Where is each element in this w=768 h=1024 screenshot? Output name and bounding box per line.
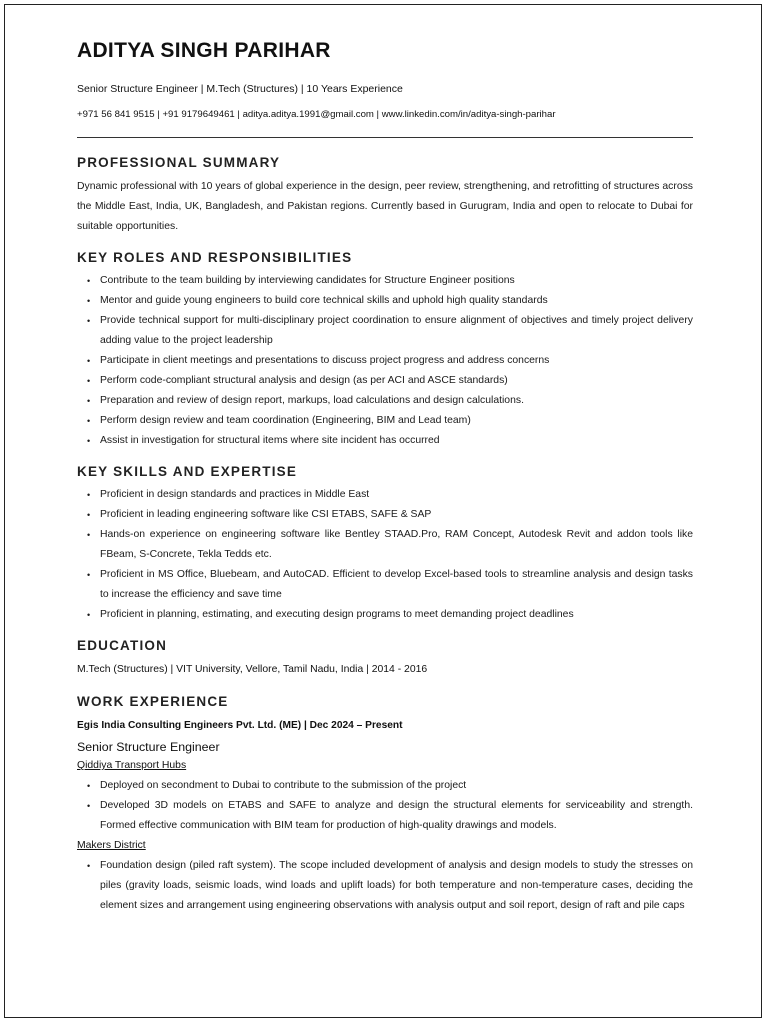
project-name: Qiddiya Transport Hubs: [77, 760, 187, 771]
list-item: • Proficient in leading engineering software like CSI ETABS, SAFE & SAP: [77, 505, 693, 525]
list-item: • Mentor and guide young engineers to build core technical skills and uphold high quality standards: [77, 291, 693, 311]
education-heading: EDUCATION: [77, 638, 168, 653]
list-item: • Preparation and review of design report, markups, load calculations and design calculations.: [77, 391, 693, 411]
summary-heading: PROFESSIONAL SUMMARY: [77, 155, 281, 170]
list-item: • Proficient in design standards and practices in Middle East: [77, 485, 693, 505]
list-item: • Foundation design (piled raft system). The scope included development of analysis and design models to study the stresses on piles (gravity loads, seismic loads, wind loads and uplift loads) for both temperature and non-temperature cases, deciding the element sizes and arrangement using engineering observations with analysis output and soil report, design of raft and pile caps: [77, 856, 693, 916]
summary-text: Dynamic professional with 10 years of global experience in the design, peer review, strengthening, and retrofitting of structures across the Middle East, India, UK, Bangladesh, and Pakistan regions. Currently based in Gurugram, India and open to relocate to Dubai for suitable opportunities.: [77, 181, 693, 232]
list-item: • Hands-on experience on engineering software like Bentley STAAD.Pro, RAM Concept, Autodesk Revit and addon tools like FBeam, S-Concrete, Tekla Tedds etc.: [77, 525, 693, 565]
work-heading: WORK EXPERIENCE: [77, 694, 229, 709]
list-item: • Assist in investigation for structural items where site incident has occurred: [77, 431, 693, 451]
list-item: • Contribute to the team building by interviewing candidates for Structure Engineer positions: [77, 271, 693, 291]
candidate-name: ADITYA SINGH PARIHAR: [77, 39, 331, 62]
contact-line: +971 56 841 9515 | +91 9179649461 | aditya.aditya.1991@gmail.com | www.linkedin.com/in/aditya-singh-parihar: [77, 109, 556, 120]
education-entry: M.Tech (Structures) | VIT University, Vellore, Tamil Nadu, India | 2014 - 2016: [77, 664, 428, 675]
project-1-list: [77, 776, 693, 836]
list-item: • Provide technical support for multi-disciplinary project coordination to ensure alignment of objectives and timely project delivery adding value to the project leadership: [77, 311, 693, 351]
skills-list: [77, 485, 693, 625]
project-2-list: [77, 856, 693, 916]
list-item: • Proficient in MS Office, Bluebeam, and AutoCAD. Efficient to develop Excel-based tools to streamline analysis and design tasks to increase the efficiency and save time: [77, 565, 693, 605]
roles-heading: KEY ROLES AND RESPONSIBILITIES: [77, 250, 353, 265]
resume-page: [4, 4, 762, 1018]
list-item: • Developed 3D models on ETABS and SAFE to analyze and design the structural elements for serviceability and strength. Formed effective communication with BIM team for production of high-quality drawings and models.: [77, 796, 693, 836]
project-name: Makers District: [77, 840, 146, 851]
list-item: • Participate in client meetings and presentations to discuss project progress and address concerns: [77, 351, 693, 371]
job-title: Senior Structure Engineer: [77, 740, 220, 754]
candidate-tagline: Senior Structure Engineer | M.Tech (Structures) | 10 Years Experience: [77, 83, 403, 95]
skills-heading: KEY SKILLS AND EXPERTISE: [77, 464, 298, 479]
list-item: • Perform code-compliant structural analysis and design (as per ACI and ASCE standards): [77, 371, 693, 391]
list-item: • Perform design review and team coordination (Engineering, BIM and Lead team): [77, 411, 693, 431]
list-item: • Proficient in planning, estimating, and executing design programs to meet demanding project deadlines: [77, 605, 693, 625]
list-item: • Deployed on secondment to Dubai to contribute to the submission of the project: [77, 776, 693, 796]
header-divider: [77, 137, 693, 138]
roles-list: [77, 271, 693, 451]
employer-line: Egis India Consulting Engineers Pvt. Ltd. (ME) | Dec 2024 – Present: [77, 720, 403, 731]
